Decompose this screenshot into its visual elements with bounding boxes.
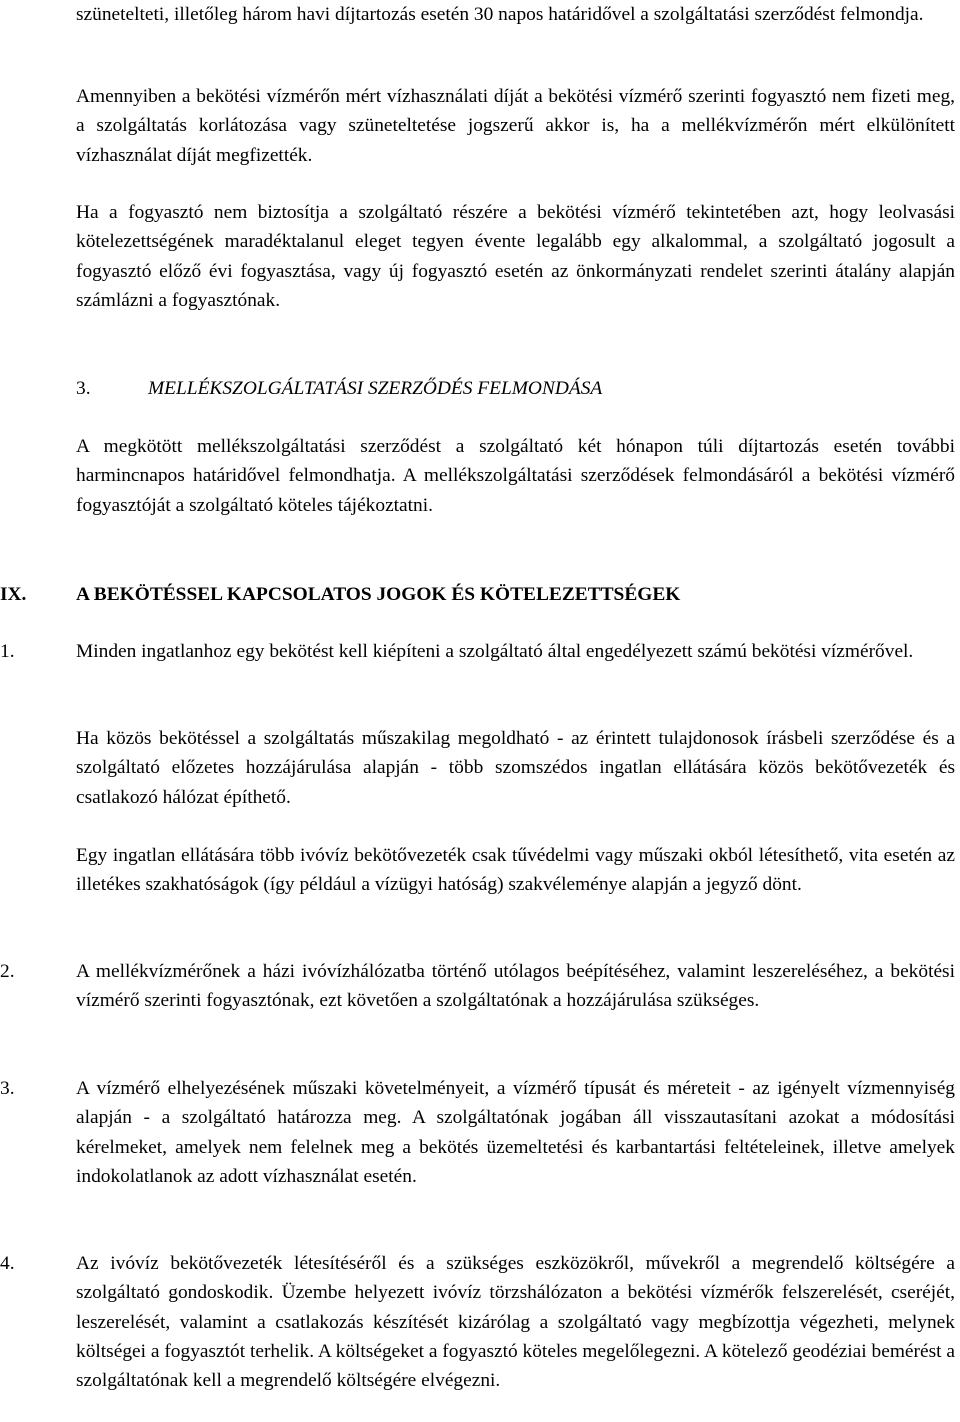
subsection-heading [76, 374, 955, 403]
item-number-4: 4. [0, 1253, 15, 1274]
paragraph-item-1-egy: Egy ingatlan ellátására több ivóvíz bekötővezeték csak tűvédelmi vagy műszaki okból létesíthető, vita esetén az illetékes szakhatóságok (így például a vízügyi hatóság) szakvéleménye alapján a jegyző dönt. [76, 845, 955, 896]
item-number-1: 1. [0, 641, 15, 662]
paragraph-megkotott: A megkötött mellékszolgáltatási szerződést a szolgáltató két hónapon túli díjtartozás esetén további harmincnapos határidővel felmondhatja. A mellékszolgáltatási szerződések felmondásáról a bekötési vízmérő fogyasztóját a szolgáltató köteles tájékoztatni. [76, 436, 955, 516]
paragraph-ha-fogyaszto: Ha a fogyasztó nem biztosítja a szolgáltató részére a bekötési vízmérő tekintetében azt, hogy leolvasási kötelezettségének maradéktalanul eleget tegyen évente legalább egy alkalommal, a szolgáltató jogosult a fogyasztó előző évi fogyasztása, vagy új fogyasztó esetén az önkormányzati rendelet szerinti átalány alapján számlázni a fogyasztónak. [76, 202, 955, 311]
paragraph-item-1-kozos: Ha közös bekötéssel a szolgáltatás műszakilag megoldható - az érintett tulajdonosok írásbeli szerződése és a szolgáltató előzetes hozzájárulása alapján - több szomszédos ingatlan ellátására közös bekötővezeték és csatlakozó hálózat építhető. [76, 728, 955, 808]
item-number-3: 3. [0, 1078, 15, 1099]
chapter-title: A BEKÖTÉSSEL KAPCSOLATOS JOGOK ÉS KÖTELEZETTSÉGEK [76, 584, 681, 605]
paragraph-item-3: A vízmérő elhelyezésének műszaki követelményeit, a vízmérő típusát és méreteit - az igényelt vízmennyiség alapján - a szolgáltató határozza meg. A szolgáltatónak jogában áll visszautasítani azokat a módosítási kérelmeket, amelyek nem felelnek meg a bekötés üzemeltetési és karbantartási feltételeinek, illetve amelyek indokolatlanok az adott vízhasználat esetén. [76, 1078, 955, 1187]
paragraph-top: szünetelteti, illetőleg három havi díjtartozás esetén 30 napos határidővel a szolgáltatási szerződést felmondja. [76, 4, 924, 25]
paragraph-item-1: Minden ingatlanhoz egy bekötést kell kiépíteni a szolgáltató által engedélyezett számú bekötési vízmérővel. [76, 641, 914, 662]
chapter-number: IX. [0, 584, 27, 605]
subsection-number: 3. [76, 378, 91, 399]
paragraph-item-4: Az ivóvíz bekötővezeték létesítéséről és a szükséges eszközökről, művekről a megrendelő költségére a szolgáltató gondoskodik. Üzembe helyezett ivóvíz törzshálózaton a bekötési vízmérők felszerelését, cseréjét, leszerelését, valamint a csatlakozás készítését kizárólag a szolgáltató vagy megbízottja végezheti, melynek költségei a fogyasztót terhelik. A költségeket a fogyasztó köteles megelőlegezni. A kötelező geodéziai bemérést a szolgáltatónak kell a megrendelő költségére elvégezni. [76, 1253, 955, 1392]
item-number-2: 2. [0, 961, 15, 982]
paragraph-item-2: A mellékvízmérőnek a házi ivóvízhálózatba történő utólagos beépítéséhez, valamint leszereléséhez, a bekötési vízmérő szerinti fogyasztónak, ezt követően a szolgáltatónak a hozzájárulása szükséges. [76, 961, 955, 1012]
subsection-title: MELLÉKSZOLGÁLTATÁSI SZERZŐDÉS FELMONDÁSA [148, 378, 603, 399]
paragraph-amennyiben: Amennyiben a bekötési vízmérőn mért vízhasználati díját a bekötési vízmérő szerinti fogyasztó nem fizeti meg, a szolgáltatás korlátozása vagy szüneteltetése jogszerű akkor is, ha a mellékvízmérőn mért elkülönített vízhasználat díját megfizették. [76, 86, 955, 166]
